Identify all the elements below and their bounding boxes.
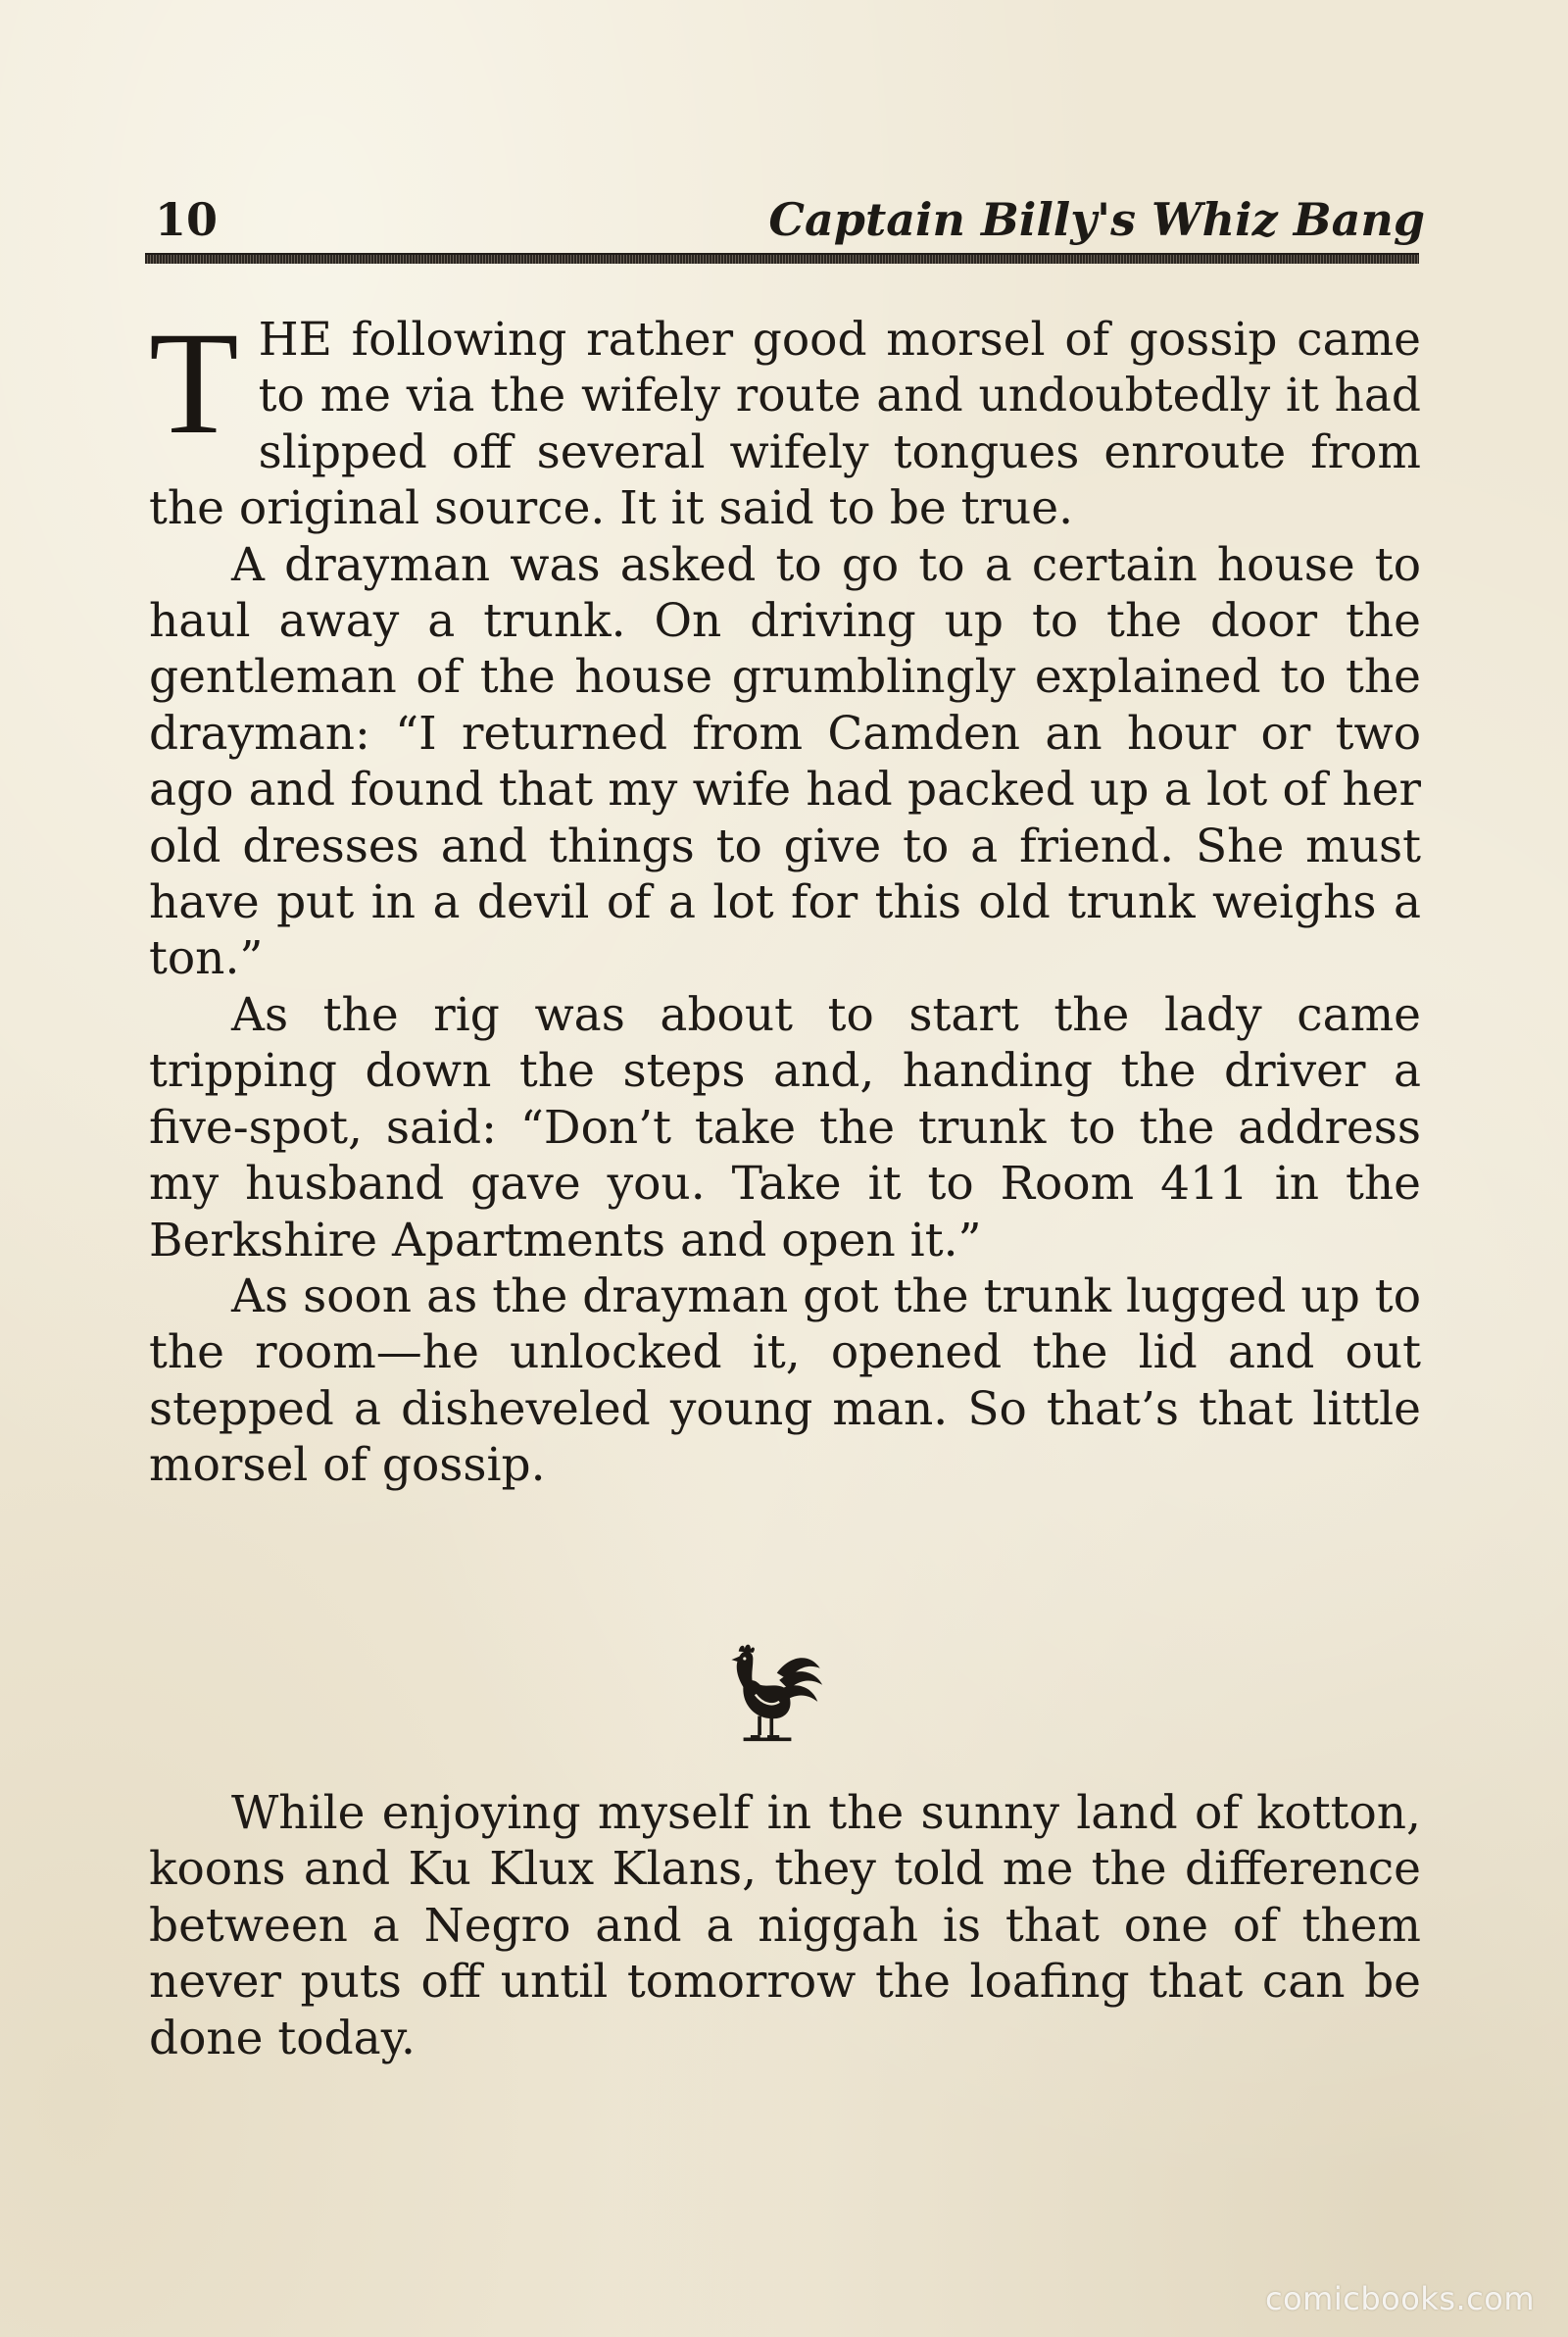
page-number: 10: [155, 193, 219, 246]
article-paragraph: As the rig was about to start the lady came tripping down the steps and, handing the driver a five-spot, said: “Don’t take the trunk to the address my husband gave you. Take it to Room 411 in the Berkshire Apartments and open it.”: [149, 987, 1421, 1268]
drop-cap: T: [149, 302, 239, 465]
first-paragraph-text: HE following rather good morsel of gossip came to me via the wifely route and undoubtedly it had slipped off several wifely tongues enroute from the original source. It it said to be true.: [149, 313, 1421, 536]
running-title: Captain Billy's Whiz Bang: [768, 193, 1425, 246]
article-gossip: [149, 302, 1421, 1494]
header-rule: [145, 253, 1419, 264]
article-first-paragraph: [149, 302, 1421, 537]
article-paragraph: While enjoying myself in the sunny land of kotton, koons and Ku Klux Klans, they told me the difference between a Negro and a niggah is that one of them never puts off until tomorrow the loafing that can be done today.: [149, 1786, 1421, 2065]
article-joke: [149, 1785, 1421, 2066]
running-head: [155, 192, 1425, 253]
rooster-icon: [708, 1637, 827, 1757]
article-paragraph: As soon as the drayman got the trunk lugged up to the room—he unlocked it, opened the lid and out stepped a disheveled young man. So that’s that little morsel of gossip.: [149, 1268, 1421, 1493]
watermark: comicbooks.com: [1264, 2280, 1535, 2317]
article-paragraph: A drayman was asked to go to a certain house to haul away a trunk. On driving up to the door the gentleman of the house grumblingly explained to the drayman: “I returned from Camden an hour or two ago and found that my wife had packed up a lot of her old dresses and things to give to a friend. She must have put in a devil of a lot for this old trunk weighs a ton.”: [149, 537, 1421, 986]
